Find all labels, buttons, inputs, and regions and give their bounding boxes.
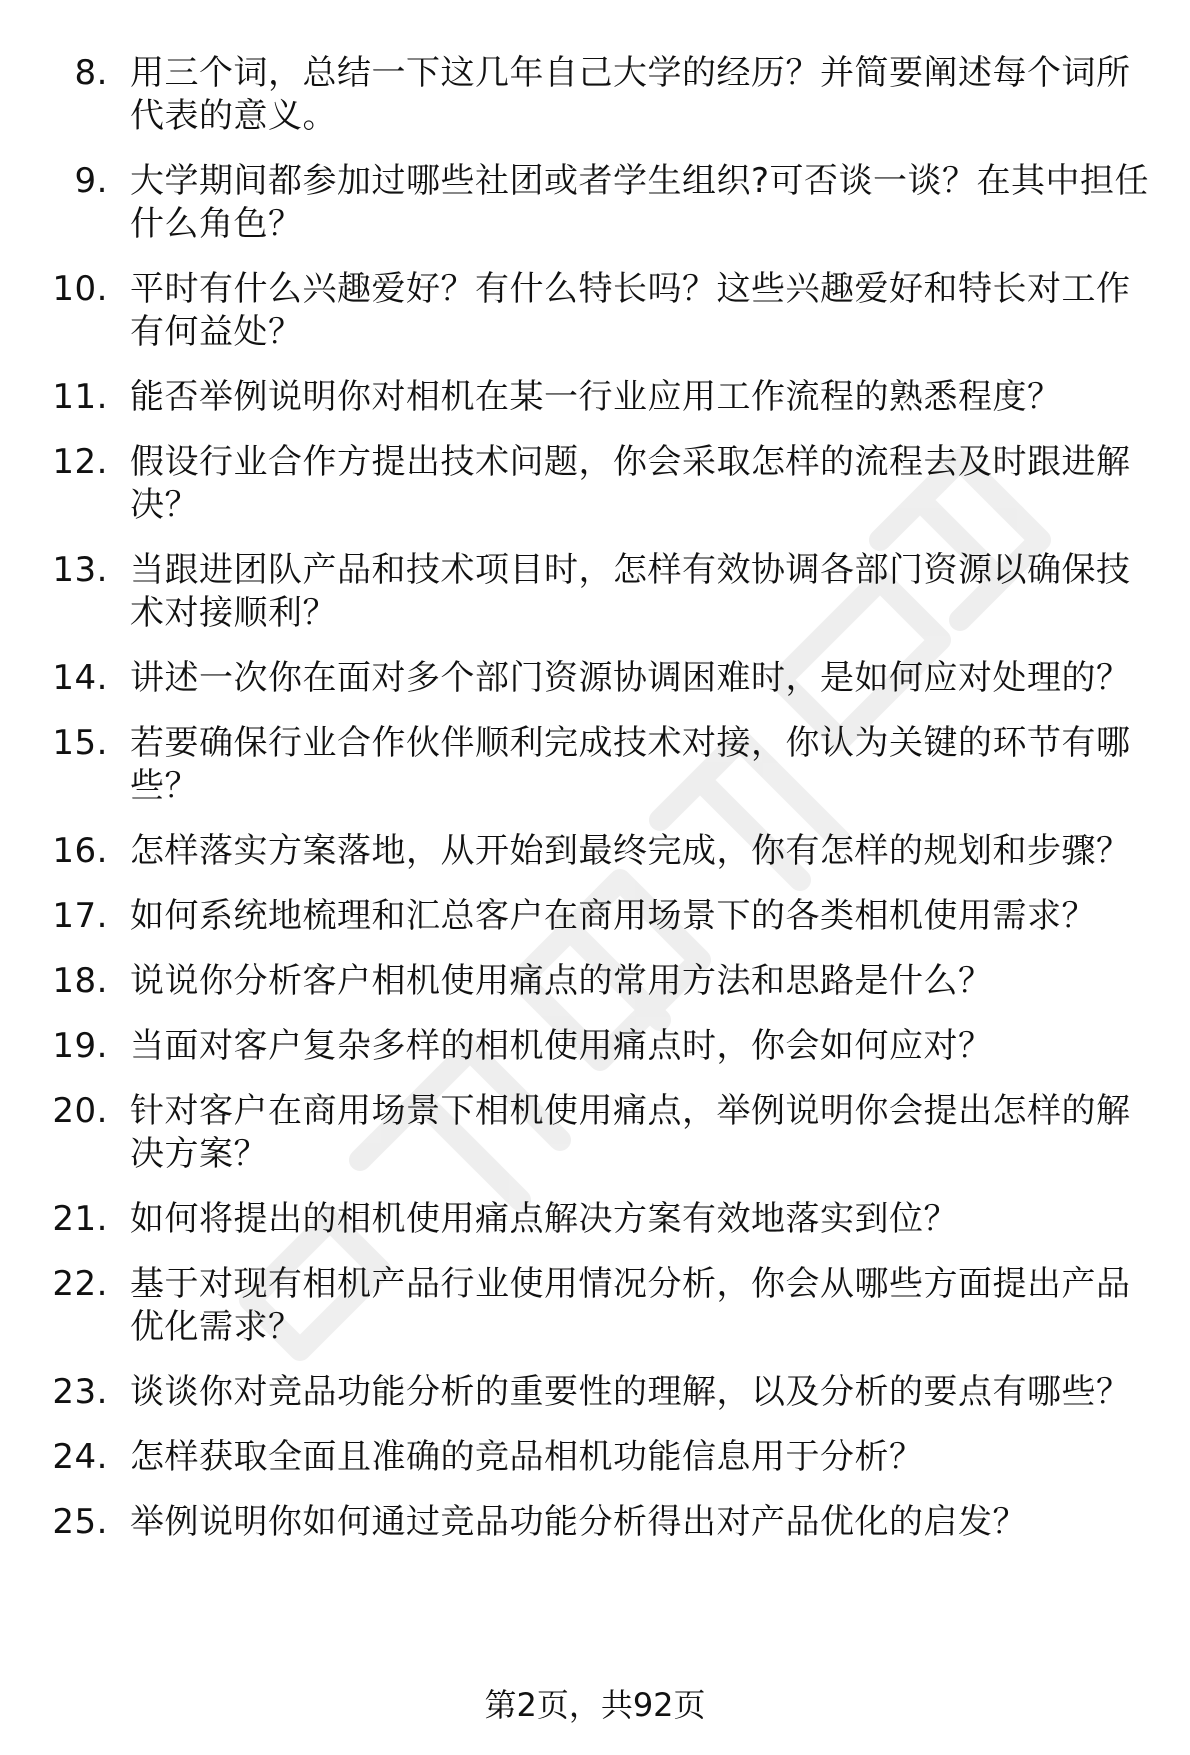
list-item <box>0 722 1190 808</box>
question-text: 平时有什么兴趣爱好？有什么特长吗？这些兴趣爱好和特长对工作有何益处？ <box>130 269 1131 352</box>
question-text: 用三个词，总结一下这几年自己大学的经历？并简要阐述每个词所代表的意义。 <box>130 53 1131 136</box>
list-item <box>0 1025 1190 1068</box>
question-text: 当面对客户复杂多样的相机使用痛点时，你会如何应对？ <box>130 1026 993 1066</box>
question-text: 如何将提出的相机使用痛点解决方案有效地落实到位？ <box>130 1199 958 1239</box>
list-item <box>0 268 1190 354</box>
question-number: 14. <box>52 658 108 698</box>
list-item <box>0 1501 1190 1544</box>
list-item <box>0 1263 1190 1349</box>
page-number-label: 第2页，共92页 <box>484 1686 706 1724</box>
list-item <box>0 1198 1190 1241</box>
question-number: 20. <box>52 1091 108 1131</box>
list-item <box>0 657 1190 700</box>
question-text: 基于对现有相机产品行业使用情况分析，你会从哪些方面提出产品优化需求？ <box>130 1264 1131 1347</box>
question-number: 11. <box>52 377 108 417</box>
question-text: 谈谈你对竞品功能分析的重要性的理解，以及分析的要点有哪些？ <box>130 1372 1131 1412</box>
list-item <box>0 1090 1190 1176</box>
question-number: 8. <box>74 53 108 93</box>
question-number: 24. <box>52 1437 108 1477</box>
question-number: 9. <box>74 161 108 201</box>
question-number: 25. <box>52 1502 108 1542</box>
question-number: 18. <box>52 961 108 1001</box>
question-number: 19. <box>52 1026 108 1066</box>
question-number: 16. <box>52 831 108 871</box>
question-text: 讲述一次你在面对多个部门资源协调困难时，是如何应对处理的？ <box>130 658 1131 698</box>
question-text: 大学期间都参加过哪些社团或者学生组织?可否谈一谈？在其中担任什么角色？ <box>130 161 1150 244</box>
question-text: 当跟进团队产品和技术项目时，怎样有效协调各部门资源以确保技术对接顺利？ <box>130 550 1131 633</box>
question-text: 说说你分析客户相机使用痛点的常用方法和思路是什么？ <box>130 961 993 1001</box>
question-number: 17. <box>52 896 108 936</box>
list-item <box>0 1436 1190 1479</box>
question-text: 如何系统地梳理和汇总客户在商用场景下的各类相机使用需求？ <box>130 896 1096 936</box>
question-text: 举例说明你如何通过竞品功能分析得出对产品优化的启发？ <box>130 1502 1027 1542</box>
list-item <box>0 441 1190 527</box>
list-item <box>0 549 1190 635</box>
question-text: 怎样落实方案落地，从开始到最终完成，你有怎样的规划和步骤？ <box>130 831 1131 871</box>
question-number: 21. <box>52 1199 108 1239</box>
list-item <box>0 895 1190 938</box>
list-item <box>0 160 1190 246</box>
question-list <box>0 52 1190 1566</box>
question-text: 能否举例说明你对相机在某一行业应用工作流程的熟悉程度？ <box>130 377 1062 417</box>
question-text: 假设行业合作方提出技术问题，你会采取怎样的流程去及时跟进解决？ <box>130 442 1131 525</box>
question-number: 12. <box>52 442 108 482</box>
page-footer <box>0 1685 1190 1725</box>
question-text: 若要确保行业合作伙伴顺利完成技术对接，你认为关键的环节有哪些？ <box>130 723 1131 806</box>
question-number: 13. <box>52 550 108 590</box>
question-number: 15. <box>52 723 108 763</box>
list-item <box>0 1371 1190 1414</box>
question-number: 10. <box>52 269 108 309</box>
question-number: 22. <box>52 1264 108 1304</box>
list-item <box>0 960 1190 1003</box>
list-item <box>0 376 1190 419</box>
list-item <box>0 830 1190 873</box>
question-text: 针对客户在商用场景下相机使用痛点，举例说明你会提出怎样的解决方案？ <box>130 1091 1131 1174</box>
list-item <box>0 52 1190 138</box>
question-number: 23. <box>52 1372 108 1412</box>
question-text: 怎样获取全面且准确的竞品相机功能信息用于分析？ <box>130 1437 924 1477</box>
